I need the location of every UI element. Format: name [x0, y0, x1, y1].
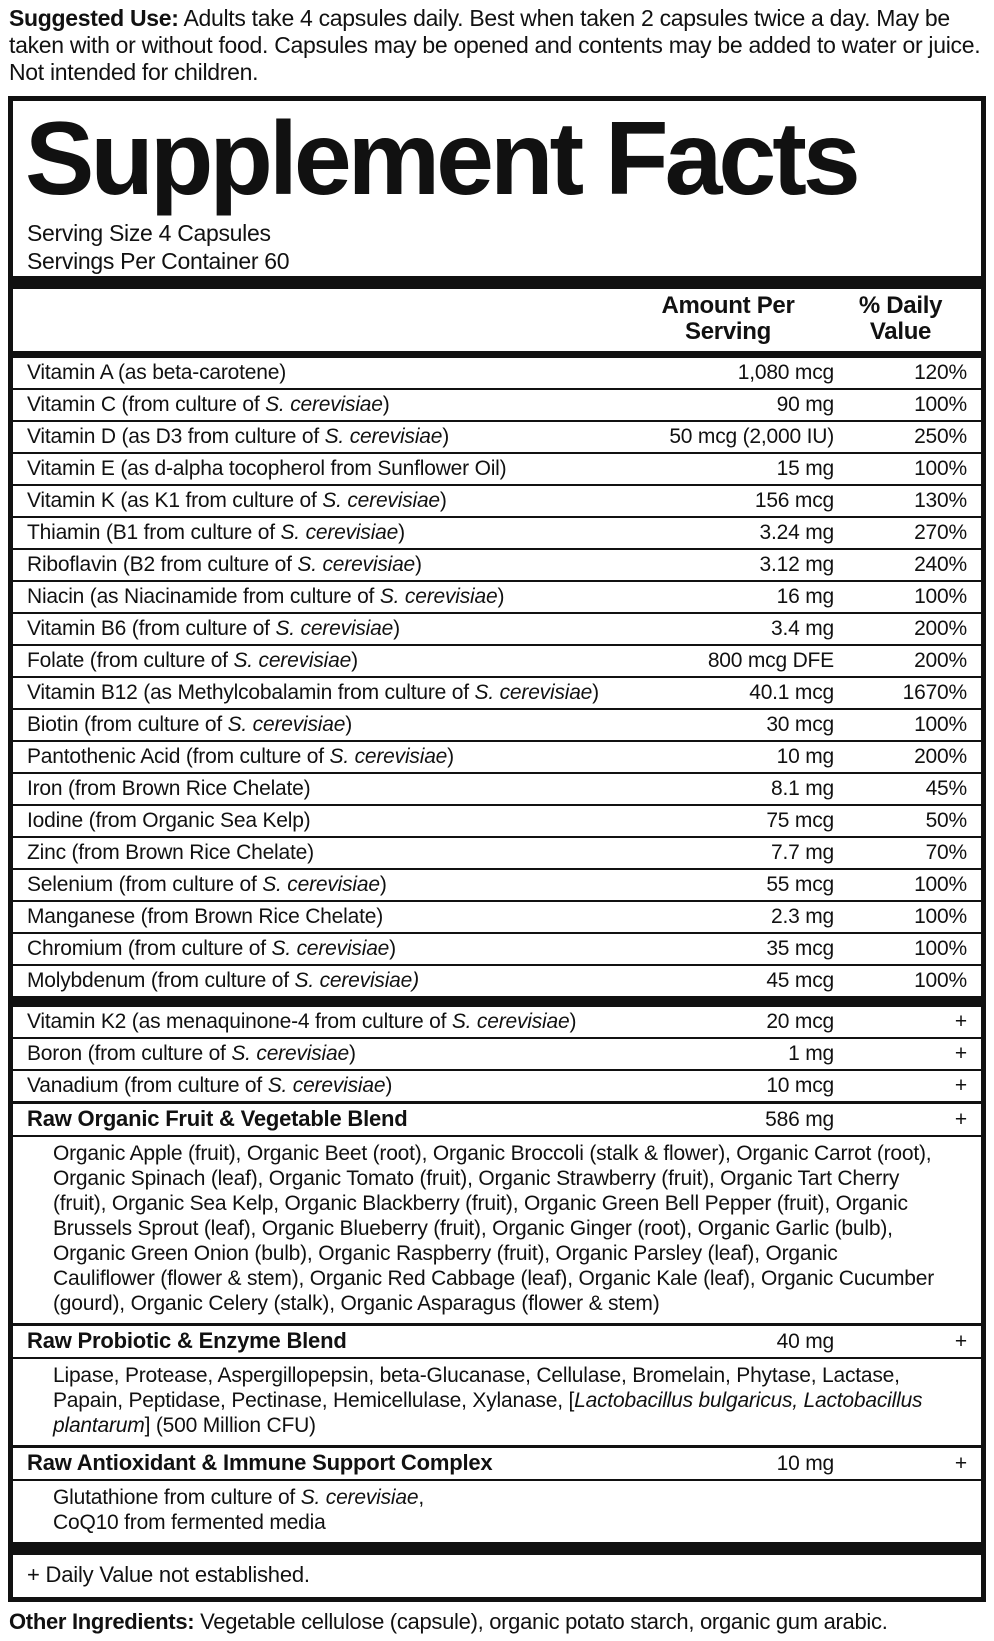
amount-value: 8.1 mg [771, 777, 834, 801]
ingredient-name: Niacin (as Niacinamide from culture of S. cerevisiae) [27, 585, 505, 609]
blend-row [13, 1445, 981, 1479]
table-row [13, 580, 981, 612]
ingredient-name: Vitamin E (as d-alpha tocopherol from Sunflower Oil) [27, 457, 507, 481]
divider-thick-bottom [13, 1542, 981, 1555]
table-row [13, 900, 981, 932]
column-headers [13, 289, 981, 351]
nutrients-table [13, 358, 981, 996]
footnote: + Daily Value not established. [27, 1562, 310, 1588]
table-row [13, 836, 981, 868]
amount-value: 90 mg [776, 393, 834, 417]
daily-value: 270% [914, 521, 967, 545]
daily-value: 120% [914, 361, 967, 385]
amount-value: 586 mg [765, 1108, 834, 1132]
amount-value: 1 mg [788, 1042, 834, 1066]
ingredient-name: Vanadium (from culture of S. cerevisiae) [27, 1074, 393, 1098]
daily-value: 250% [914, 425, 967, 449]
daily-value: 130% [914, 489, 967, 513]
ingredient-name: Molybdenum (from culture of S. cerevisiae) [27, 969, 419, 993]
other-ingredients-text: Vegetable cellulose (capsule), organic potato starch, organic gum arabic. [194, 1609, 888, 1635]
column-header-daily-value: % Daily Value [858, 292, 943, 346]
table-row [13, 1007, 981, 1037]
daily-value: 100% [914, 873, 967, 897]
table-row [13, 420, 981, 452]
ingredient-name: Manganese (from Brown Rice Chelate) [27, 905, 383, 929]
blend-description: Glutathione from culture of S. cerevisiae, CoQ10 from fermented media [13, 1479, 981, 1542]
divider-thick-top [13, 276, 981, 289]
amount-value: 35 mcg [766, 937, 834, 961]
daily-value: + [954, 1010, 967, 1034]
ingredient-name: Chromium (from culture of S. cerevisiae) [27, 937, 396, 961]
ingredient-name: Vitamin K (as K1 from culture of S. cerevisiae) [27, 489, 447, 513]
ingredient-name: Raw Organic Fruit & Vegetable Blend [27, 1106, 408, 1132]
table-row [13, 804, 981, 836]
amount-value: 2.3 mg [771, 905, 834, 929]
amount-value: 3.4 mg [771, 617, 834, 641]
ingredient-name: Riboflavin (B2 from culture of S. cerevisiae) [27, 553, 422, 577]
ingredient-name: Raw Probiotic & Enzyme Blend [27, 1328, 347, 1354]
daily-value: + [954, 1452, 967, 1476]
table-row [13, 772, 981, 804]
divider-medium-header [13, 351, 981, 358]
amount-value: 3.24 mg [759, 521, 834, 545]
daily-value: 70% [925, 841, 967, 865]
ingredient-name: Iodine (from Organic Sea Kelp) [27, 809, 311, 833]
blends-section [13, 1101, 981, 1542]
amount-value: 10 mcg [766, 1074, 834, 1098]
daily-value: + [954, 1330, 967, 1354]
ingredient-name: Raw Antioxidant & Immune Support Complex [27, 1450, 493, 1476]
suggested-use-text: Adults take 4 capsules daily. Best when taken 2 capsules twice a day. May be taken with or without food. Capsules may be opened and contents may be added to water or juice. Not intended for children. [9, 5, 981, 85]
daily-value: + [954, 1042, 967, 1066]
table-row [13, 1037, 981, 1069]
amount-value: 40 mg [776, 1330, 834, 1354]
daily-value: 200% [914, 649, 967, 673]
table-row [13, 708, 981, 740]
amount-value: 156 mcg [754, 489, 834, 513]
daily-value: 45% [925, 777, 967, 801]
amount-value: 1,080 mcg [737, 361, 834, 385]
daily-value: 50% [925, 809, 967, 833]
ingredient-name: Iron (from Brown Rice Chelate) [27, 777, 311, 801]
ingredient-name: Pantothenic Acid (from culture of S. cerevisiae) [27, 745, 454, 769]
table-row [13, 548, 981, 580]
ingredient-name: Boron (from culture of S. cerevisiae) [27, 1042, 356, 1066]
table-row [13, 516, 981, 548]
table-row [13, 612, 981, 644]
amount-value: 20 mcg [766, 1010, 834, 1034]
daily-value: 240% [914, 553, 967, 577]
ingredient-name: Vitamin B6 (from culture of S. cerevisiae) [27, 617, 400, 641]
suggested-use [0, 0, 994, 96]
other-ingredients-label: Other Ingredients: [9, 1609, 195, 1635]
table-row [13, 1069, 981, 1101]
ingredient-name: Zinc (from Brown Rice Chelate) [27, 841, 314, 865]
blend-row [13, 1101, 981, 1135]
divider-thick-middle [13, 996, 981, 1007]
serving-size: Serving Size 4 Capsules [27, 219, 271, 246]
amount-value: 7.7 mg [771, 841, 834, 865]
ingredient-name: Vitamin D (as D3 from culture of S. cerevisiae) [27, 425, 450, 449]
panel-title: Supplement Facts [25, 100, 857, 217]
table-row [13, 868, 981, 900]
daily-value: 100% [914, 713, 967, 737]
daily-value: 100% [914, 969, 967, 993]
amount-value: 15 mg [776, 457, 834, 481]
table-row [13, 388, 981, 420]
amount-value: 16 mg [776, 585, 834, 609]
table-row [13, 644, 981, 676]
table-row [13, 358, 981, 388]
daily-value: 100% [914, 393, 967, 417]
amount-value: 75 mcg [766, 809, 834, 833]
daily-value: 100% [914, 905, 967, 929]
table-row [13, 740, 981, 772]
ingredient-name: Vitamin A (as beta-carotene) [27, 361, 286, 385]
ingredient-name: Vitamin C (from culture of S. cerevisiae) [27, 393, 390, 417]
table-row [13, 452, 981, 484]
blend-description: Organic Apple (fruit), Organic Beet (root), Organic Broccoli (stalk & flower), Organic Carrot (root), Organic Spinach (leaf), Organic Tomato (fruit), Organic Strawberry (fruit), Organic Tart Cherry (fruit), Organic Sea Kelp, Organic Blackberry (fruit), Organic Green Bell Pepper (fruit), Organic Brussels Sprout (leaf), Organic Blueberry (fruit), Organic Ginger (root), Organic Garlic (bulb), Organic Green Onion (bulb), Organic Raspberry (fruit), Organic Parsley (leaf), Organic Cauliflower (flower & stem), Organic Red Cabbage (leaf), Organic Kale (leaf), Organic Cucumber (gourd), Organic Celery (stalk), Organic Asparagus (flower & stem) [13, 1135, 981, 1323]
daily-value: 1670% [902, 681, 967, 705]
secondary-nutrients-table [13, 1007, 981, 1101]
ingredient-name: Selenium (from culture of S. cerevisiae) [27, 873, 387, 897]
daily-value: 200% [914, 617, 967, 641]
amount-value: 10 mg [776, 745, 834, 769]
column-header-amount: Amount Per Serving [661, 292, 795, 346]
table-row [13, 932, 981, 964]
blend-description: Lipase, Protease, Aspergillopepsin, beta-Glucanase, Cellulase, Bromelain, Phytase, Lactase, Papain, Peptidase, Pectinase, Hemicellulase, Xylanase, [Lactobacillus bulgaricus, Lactobacillus plantarum] (500 Million CFU) [13, 1357, 981, 1445]
amount-value: 3.12 mg [759, 553, 834, 577]
ingredient-name: Vitamin B12 (as Methylcobalamin from culture of S. cerevisiae) [27, 681, 599, 705]
amount-value: 40.1 mcg [749, 681, 834, 705]
suggested-use-label: Suggested Use: [9, 5, 179, 31]
other-ingredients [0, 1602, 994, 1641]
daily-value: 100% [914, 457, 967, 481]
amount-value: 50 mcg (2,000 IU) [669, 425, 834, 449]
amount-value: 45 mcg [766, 969, 834, 993]
ingredient-name: Vitamin K2 (as menaquinone-4 from culture of S. cerevisiae) [27, 1010, 577, 1034]
amount-value: 10 mg [776, 1452, 834, 1476]
ingredient-name: Thiamin (B1 from culture of S. cerevisiae) [27, 521, 405, 545]
daily-value: 200% [914, 745, 967, 769]
daily-value: 100% [914, 937, 967, 961]
ingredient-name: Biotin (from culture of S. cerevisiae) [27, 713, 353, 737]
amount-value: 55 mcg [766, 873, 834, 897]
amount-value: 800 mcg DFE [707, 649, 834, 673]
daily-value: + [954, 1074, 967, 1098]
blend-row [13, 1323, 981, 1357]
supplement-facts-panel [8, 96, 986, 1602]
daily-value: 100% [914, 585, 967, 609]
table-row [13, 964, 981, 996]
amount-value: 30 mcg [766, 713, 834, 737]
ingredient-name: Folate (from culture of S. cerevisiae) [27, 649, 358, 673]
servings-per-container: Servings Per Container 60 [27, 248, 290, 275]
table-row [13, 676, 981, 708]
daily-value: + [954, 1108, 967, 1132]
table-row [13, 484, 981, 516]
